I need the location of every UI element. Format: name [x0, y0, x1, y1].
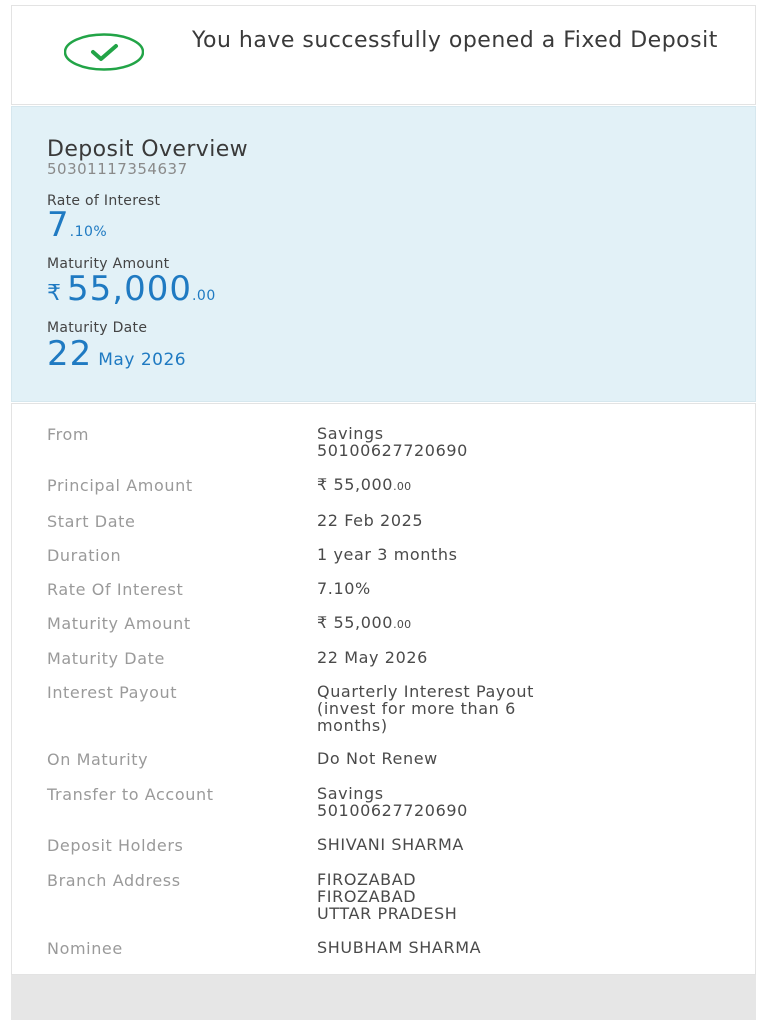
interest-payout-line: months)	[317, 716, 388, 735]
detail-value: 1 year 3 months	[317, 545, 458, 564]
rate-of-interest-label: Rate of Interest	[47, 193, 161, 209]
detail-label: Transfer to Account	[47, 785, 214, 804]
detail-label: Interest Payout	[47, 683, 178, 702]
deposit-account-number: 50301117354637	[47, 160, 188, 178]
detail-label: Nominee	[47, 939, 123, 958]
interest-payout-line: (invest for more than 6	[317, 699, 516, 718]
detail-value	[317, 425, 647, 459]
rate-main: 7	[47, 205, 70, 245]
success-message: You have successfully opened a Fixed Deposit	[192, 28, 718, 53]
maturity-date-label: Maturity Date	[47, 320, 148, 336]
from-account-number: 50100627720690	[317, 441, 468, 460]
detail-value	[317, 785, 647, 819]
check-circle-icon	[64, 33, 144, 71]
detail-value: 22 May 2026	[317, 648, 428, 667]
maturity-date-day: 22	[47, 334, 93, 374]
maturity-date-value	[47, 334, 186, 374]
detail-label: On Maturity	[47, 750, 149, 769]
maturity-date-month-year: May 2026	[98, 350, 187, 370]
footer-strip	[11, 975, 756, 1020]
rupee-symbol: ₹	[47, 281, 61, 306]
detail-label: Branch Address	[47, 871, 181, 890]
branch-address-line: FIROZABAD	[317, 870, 417, 889]
maturity-amount-value	[47, 269, 216, 309]
transfer-account-type: Savings	[317, 784, 384, 803]
from-account-type: Savings	[317, 424, 384, 443]
maturity-amount-main: ₹ 55,000	[317, 613, 394, 632]
deposit-details	[11, 403, 756, 975]
detail-label: From	[47, 425, 90, 444]
success-banner	[11, 5, 756, 105]
deposit-overview-panel	[11, 106, 756, 402]
overview-title: Deposit Overview	[47, 137, 249, 162]
branch-address-line: UTTAR PRADESH	[317, 904, 458, 923]
detail-value	[317, 683, 647, 734]
branch-address-line: FIROZABAD	[317, 887, 417, 906]
detail-value	[317, 871, 647, 922]
principal-fraction: .00	[393, 480, 412, 493]
maturity-amount-label: Maturity Amount	[47, 256, 170, 272]
detail-label: Maturity Date	[47, 649, 165, 668]
detail-label: Deposit Holders	[47, 836, 184, 855]
maturity-amount-fraction: .00	[191, 288, 216, 304]
interest-payout-line: Quarterly Interest Payout	[317, 682, 534, 701]
transfer-account-number: 50100627720690	[317, 801, 468, 820]
detail-label: Start Date	[47, 512, 136, 531]
detail-value: Do Not Renew	[317, 749, 438, 768]
detail-label: Rate Of Interest	[47, 580, 184, 599]
detail-label: Maturity Amount	[47, 614, 191, 633]
maturity-amount-fraction: .00	[393, 618, 412, 631]
detail-label: Principal Amount	[47, 476, 193, 495]
maturity-amount-main: 55,000	[67, 269, 192, 309]
rate-fraction: .10%	[69, 224, 108, 240]
detail-value: 22 Feb 2025	[317, 511, 424, 530]
detail-value: 7.10%	[317, 579, 371, 598]
detail-value	[317, 614, 647, 633]
detail-value: SHIVANI SHARMA	[317, 835, 464, 854]
detail-label: Duration	[47, 546, 122, 565]
detail-value: SHUBHAM SHARMA	[317, 938, 482, 957]
detail-value	[317, 476, 647, 495]
rate-of-interest-value	[47, 205, 107, 245]
principal-main: ₹ 55,000	[317, 475, 394, 494]
